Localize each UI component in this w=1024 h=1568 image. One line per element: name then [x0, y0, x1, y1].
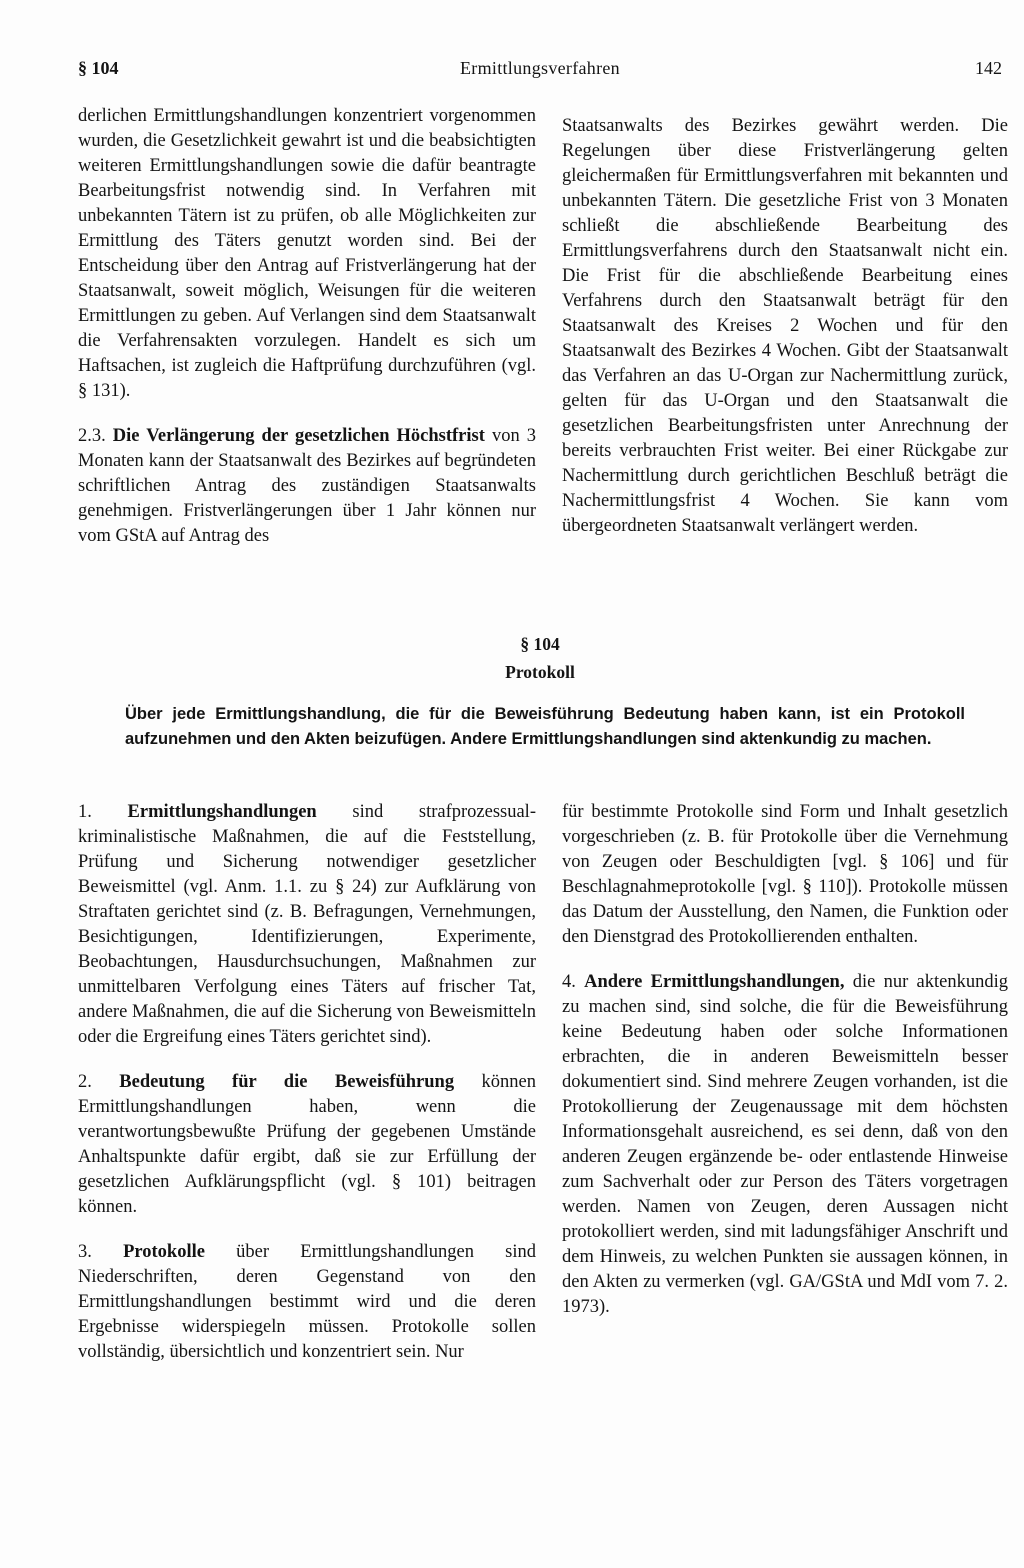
annotation-3 [78, 1240, 536, 1365]
paragraph-heading: Andere Ermittlungshandlungen, [584, 972, 845, 992]
page-number: 142 [975, 58, 1002, 78]
page-header [78, 58, 1002, 88]
section-heading [78, 630, 1002, 686]
top-column-left [78, 104, 536, 569]
top-column-right [562, 114, 1008, 559]
statute-text: Über jede Ermittlungshandlung, die für die Beweisführung Bedeutung haben kann, ist ein Protokoll aufzunehmen und den Akten beizufügen. Andere Ermittlungshandlungen sind aktenkundig zu machen. [125, 705, 965, 748]
header-title: Ermittlungsverfahren [460, 58, 620, 78]
annotation-4 [562, 970, 1008, 1320]
paragraph-number: 1. [78, 802, 128, 822]
paragraph-text: für bestimmte Protokolle sind Form und Inhalt gesetzlich vorgeschrieben (z. B. für Protokolle über die Vernehmung von Zeugen oder Beschuldigten [vgl. § 106] und für Beschlagnahmeprotokolle [vgl. § 110]). Protokolle müssen das Datum der Ausstellung, den Namen, die Funktion oder den Dienstgrad des Protokollierenden enthalten. [562, 802, 1008, 947]
paragraph [78, 104, 536, 404]
bottom-column-right [562, 800, 1008, 1340]
annotation-1 [78, 800, 536, 1050]
paragraph-text: von 3 Monaten kann der Staatsanwalt des Bezirkes auf begründeten schriftlichen Antrag des zuständigen Staatsanwalts genehmigen. Fristverlängerungen über 1 Jahr können nur vom GStA auf Antrag des [78, 426, 536, 546]
section-title: Protokoll [505, 662, 575, 682]
section-number: § 104 [520, 634, 560, 654]
bottom-column-left [78, 800, 536, 1385]
paragraph-text: sind strafprozessual-kriminalistische Maßnahmen, die auf die Feststellung, Prüfung und Sicherung notwendiger gesetzlicher Beweismittel (vgl. Anm. 1.1. zu § 24) zur Aufklärung von Straftaten gerichtet sind (z. B. Befragungen, Vernehmungen, Besichtigungen, Identifizierungen, Experimente, Beobachtungen, Hausdurchsuchungen, Maßnahmen zur unmittelbaren Verfolgung eines Täters auf frischer Tat, andere Maßnahmen, die auf die Sicherung von Beweismitteln oder die Ergreifung eines Täters gerichtet sind). [78, 802, 536, 1047]
paragraph-heading: Ermittlungshandlungen [127, 802, 317, 822]
paragraph-number: 2.3. [78, 426, 113, 446]
paragraph-number: 4. [562, 972, 585, 992]
paragraph-text: Staatsanwalts des Bezirkes gewährt werden. Die Regelungen über diese Fristverlängerung gelten gleichermaßen für Ermittlungsverfahren mit bekannten und unbekannten Tätern. Die gesetzliche Frist von 3 Monaten schließt die abschließende Bearbeitung des Ermittlungsverfahrens durch den Staatsanwalt nicht ein. Die Frist für die abschließende Bearbeitung eines Verfahrens durch den Staatsanwalt beträgt für den Staatsanwalt des Kreises 2 Wochen und für den Staatsanwalt des Bezirkes 4 Wochen. Gibt der Staatsanwalt das Verfahren an das U-Organ zur Nachermittlung zurück, gelten für das U-Organ und den Staatsanwalt die gesetzlichen Bearbeitungsfristen unter Anrechnung der bereits verbrauchten Frist weiter. Bei einer Rückgabe zur Nachermittlung durch gerichtlichen Beschluß beträgt die Nachermittlungsfrist 4 Wochen. Sie kann vom übergeordneten Staatsanwalt verlängert werden. [562, 116, 1008, 536]
paragraph-text: derlichen Ermittlungshandlungen konzentriert vorgenommen wurden, die Gesetzlichkeit gewahrt ist und die beabsichtigten weiteren Ermittlungshandlungen sowie die dafür beantragte Bearbeitungsfrist notwendig sind. In Verfahren mit unbekannten Tätern ist zu prüfen, ob alle Möglichkeiten zur Ermittlung des Täters genutzt worden sind. Bei der Entscheidung über den Antrag auf Fristverlängerung hat der Staatsanwalt, soweit möglich, Weisungen für die weiteren Ermittlungen zu geben. Auf Verlangen sind dem Staatsanwalt die Verfahrensakten vorzulegen. Handelt es sich um Haftsachen, ist zugleich die Haftprüfung durchzuführen (vgl. § 131). [78, 106, 536, 401]
paragraph-number: 2. [78, 1072, 120, 1092]
paragraph-text: über Ermittlungshandlungen sind Niederschriften, deren Gegenstand von den Ermittlungshandlungen bestimmt wird und die deren Ergebnisse widerspiegeln müssen. Protokolle sollen vollständig, übersichtlich und konzentriert sein. Nur [78, 1242, 536, 1362]
header-section-number: § 104 [78, 58, 119, 78]
paragraph-heading: Bedeutung für die Beweisführung [119, 1072, 455, 1092]
paragraph-text: können Ermittlungshandlungen haben, wenn die verantwortungsbewußte Prüfung der gegebenen Umstände Anhaltspunkte dafür ergibt, daß sie zur Erfüllung der gesetzlichen Aufklärungspflicht (vgl. § 101) beitragen können. [78, 1072, 536, 1217]
paragraph-heading: Die Verlängerung der gesetzlichen Höchstfrist [112, 426, 485, 446]
paragraph-heading: Protokolle [123, 1242, 205, 1262]
paragraph [562, 800, 1008, 950]
paragraph-number: 3. [78, 1242, 124, 1262]
paragraph [562, 114, 1008, 539]
paragraph-2-3 [78, 424, 536, 549]
annotation-2 [78, 1070, 536, 1220]
paragraph-text: die nur aktenkundig zu machen sind, sind solche, die für die Beweisführung keine Bedeutung haben oder solche Informationen erbrachten, die in anderen Beweismitteln besser dokumentiert sind. Sind mehrere Zeugen vorhanden, ist die Protokollierung der Zeugenaussage mit dem höchsten Informationsgehalt ausreichend, es sei denn, daß von den anderen Zeugen ergänzende be- oder entlastende Hinweise zum Sachverhalt oder zur Person des Täters vorgetragen werden. Namen von Zeugen, deren Aussagen nicht protokolliert werden, sind mit ladungsfähiger Anschrift und dem Hinweis, zu welchen Punkten sie aussagen können, in den Akten zu vermerken (vgl. GA/GStA und MdI vom 7. 2. 1973). [562, 972, 1008, 1317]
